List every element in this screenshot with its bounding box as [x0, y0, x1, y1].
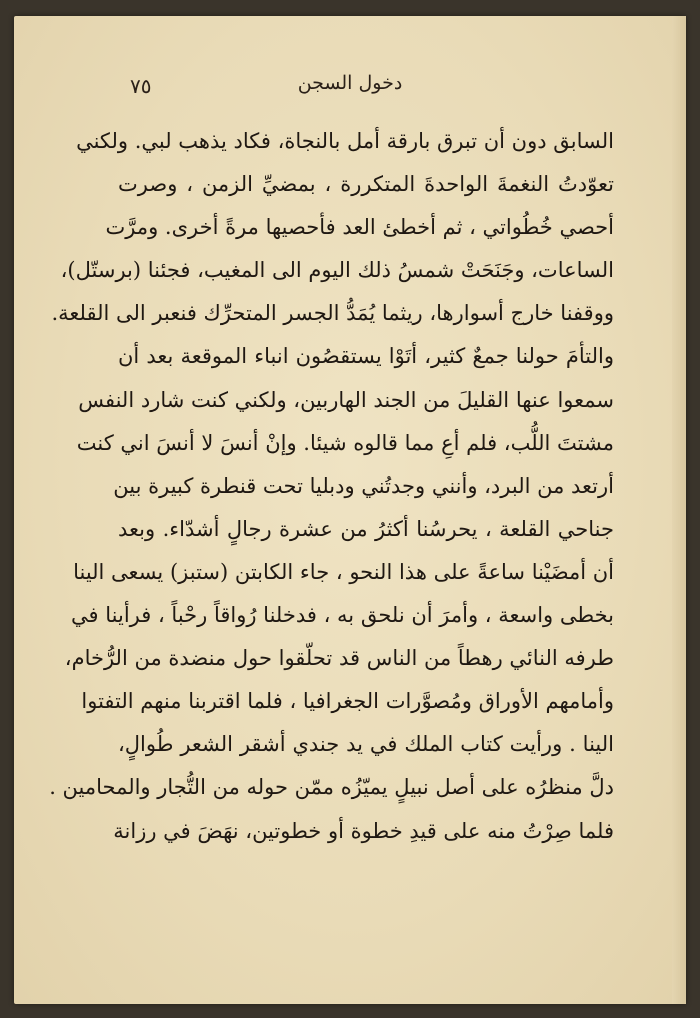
page-edge: [672, 16, 686, 1004]
running-title: دخول السجن: [297, 72, 403, 94]
text-line: السابق دون أن تبرق بارقة أمل بالنجاة، فكاد يذهب لبي. ولكني: [76, 129, 614, 153]
text-line: الساعات، وجَنَحَتْ شمسُ ذلك اليوم الى المغيب، فجئنا (برستّل)،: [60, 258, 614, 283]
body-text: [49, 120, 614, 853]
page-header: [0, 72, 700, 102]
text-line: طرفه النائي رهطاً من الناس قد تحلّقوا حول منضدة من الرُّخام،: [64, 646, 614, 671]
text-line: أن أمضَيْنا ساعةً على هذا النحو ، جاء الكابتن (ستبز) يسعى الينا: [73, 559, 614, 584]
text-line: سمعوا عنها القليلَ من الجند الهاربين، ولكني كنت شارد النفس: [78, 387, 614, 412]
text-line: مشتتَ اللُّب، فلم أعِ مما قالوه شيئا. وإنْ أنسَ لا أنسَ اني كنت: [76, 430, 614, 455]
text-line: فلما صِرْتُ منه على قيدِ خطوة أو خطوتين، نهَضَ في رزانة: [113, 818, 614, 843]
text-line: وأمامهم الأوراق ومُصوَّرات الجغرافيا ، فلما اقتربنا منهم التفتوا: [81, 689, 614, 714]
text-line: أحصي خُطُواتي ، ثم أخطئ العد فأحصيها مرةً أخرى. ومرَّت: [105, 215, 614, 240]
text-line: أرتعد من البرد، وأنني وجدتُني ودبليا تحت قنطرة كبيرة بين: [113, 473, 614, 498]
text-line: ووقفنا خارج أسوارها، ريثما يُمَدُّ الجسر المتحرِّك فنعبر الى القلعة.: [51, 301, 614, 326]
text-line: دلَّ منظرُه على أصل نبيلٍ يميّزُه ممّن حوله من التُّجار والمحامين .: [49, 775, 614, 800]
text-line: بخطى واسعة ، وأمرَ أن نلحق به ، فدخلنا رُواقاً رحْباً ، فرأينا في: [71, 603, 614, 628]
text-line: جناحي القلعة ، يحرسُنا أكثرُ من عشرة رجالٍ أشدّاء. وبعد: [118, 516, 614, 541]
text-line: والتأمَ حولنا جمعٌ كثير، أتَوْا يستقصُون انباء الموقعة بعد أن: [118, 344, 614, 369]
page-number: ٧٥: [130, 74, 152, 98]
text-line: الينا . ورأيت كتاب الملك في يد جندي أشقر الشعر طُوالٍ،: [118, 732, 614, 757]
text-line: تعوّدتُ النغمةَ الواحدةَ المتكررة ، بمضيِّ الزمن ، وصرت: [118, 172, 614, 197]
